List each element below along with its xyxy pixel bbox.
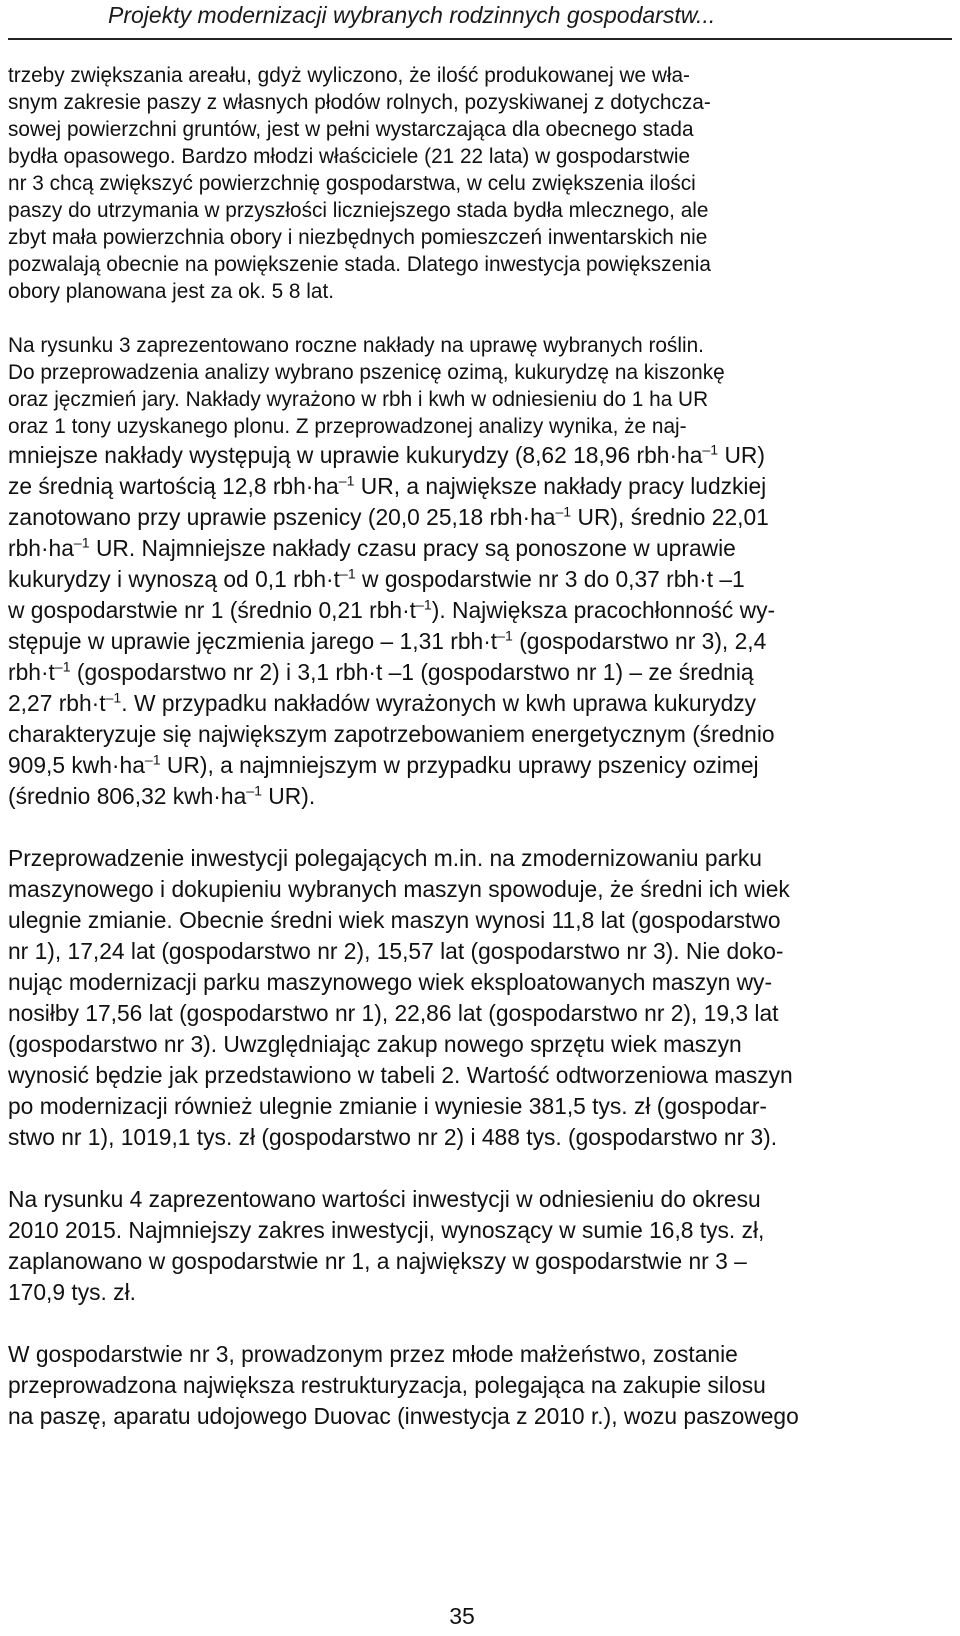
text-line: trzeby zwiększania areału, gdyż wyliczono, że ilość produkowanej we wła- (8, 64, 690, 87)
text-line: sowej powierzchni gruntów, jest w pełni wystarczająca dla obecnego stada (8, 118, 694, 141)
text-line: zanotowano przy uprawie pszenicy (20,0 25,18 $rbh\cdot ha^{-1}$ UR), średnio 22,01 (8, 503, 769, 530)
text-line: paszy do utrzymania w przyszłości liczniejszego stada bydła mlecznego, ale (8, 199, 709, 222)
text-line: pozwalają obecnie na powiększenie stada. Dlatego inwestycja powiększenia (8, 253, 711, 276)
text-line: mniejsze nakłady występują w uprawie kukurydzy (8,62 18,96 $rbh\cdot ha^{-1}$ UR) (8, 441, 765, 468)
running-title: Projekty modernizacji wybranych rodzinnych gospodarstw... (108, 2, 716, 28)
text-line: ulegnie zmianie. Obecnie średni wiek maszyn wynosi 11,8 lat (gospodarstwo (8, 907, 781, 933)
text-line: na paszę, aparatu udojowego Duovac (inwestycja z 2010 r.), wozu paszowego (8, 1403, 799, 1429)
text-line: 909,5 $kwh\cdot ha^{-1}$ UR), a najmniejszym w przypadku uprawy pszenicy ozimej (8, 751, 759, 778)
text-line: $rbh\cdot t^{-1}$ (gospodarstwo nr 2) i 3,1 rbh·t –1 (gospodarstwo nr 1) – ze średnią (8, 658, 754, 685)
text-line: $rbh\cdot ha^{-1}$ UR. Najmniejsze nakłady czasu pracy są ponoszone w uprawie (8, 534, 736, 561)
paragraph-3 (8, 843, 916, 1153)
text-line: nosiłby 17,56 lat (gospodarstwo nr 1), 22,86 lat (gospodarstwo nr 2), 19,3 lat (8, 1000, 779, 1026)
text-line: nr 3 chcą zwiększyć powierzchnię gospodarstwa, w celu zwiększenia ilości (8, 172, 696, 195)
text-line: zbyt mała powierzchnia obory i niezbędnych pomieszczeń inwentarskich nie (8, 226, 708, 249)
paragraph-2-results (8, 440, 916, 812)
text-line: Do przeprowadzenia analizy wybrano pszenicę ozimą, kukurydzę na kiszonkę (8, 361, 725, 384)
text-line: Na rysunku 4 zaprezentowano wartości inwestycji w odniesieniu do okresu (8, 1186, 761, 1212)
text-line: zaplanowano w gospodarstwie nr 1, a największy w gospodarstwie nr 3 – (8, 1248, 747, 1274)
paragraph-2-intro (8, 332, 916, 440)
text-line: charakteryzuje się największym zapotrzebowaniem energetycznym (średnio (8, 721, 775, 747)
text-line: nując modernizacji parku maszynowego wiek eksploatowanych maszyn wy- (8, 969, 773, 995)
text-line: W gospodarstwie nr 3, prowadzonym przez młode małżeństwo, zostanie (8, 1341, 738, 1367)
text-line: stępuje w uprawie jęczmienia jarego – 1,31 $rbh\cdot t^{-1}$ (gospodarstwo nr 3), 2,4 (8, 627, 767, 654)
text-line: obory planowana jest za ok. 5 8 lat. (8, 280, 335, 303)
text-line: 2,27 $rbh\cdot t^{-1}$. W przypadku nakładów wyrażonych w kwh uprawa kukurydzy (8, 689, 757, 716)
text-line: maszynowego i dokupieniu wybranych maszyn spowoduje, że średni ich wiek (8, 876, 790, 902)
page-number: 35 (449, 1603, 475, 1629)
running-header (8, 0, 952, 40)
paragraph-5 (8, 1339, 916, 1432)
page-body (8, 62, 916, 1432)
text-line: kukurydzy i wynoszą od 0,1 $rbh\cdot t^{-1}$ w gospodarstwie nr 3 do 0,37 rbh·t –1 (8, 565, 745, 592)
paragraph-1 (8, 62, 916, 305)
text-line: (gospodarstwo nr 3). Uwzględniając zakup nowego sprzętu wiek maszyn (8, 1031, 742, 1057)
text-line: ze średnią wartością 12,8 $rbh\cdot ha^{-1}$ UR, a największe nakłady pracy ludzkiej (8, 472, 767, 499)
text-line: nr 1), 17,24 lat (gospodarstwo nr 2), 15,57 lat (gospodarstwo nr 3). Nie doko- (8, 938, 784, 964)
text-line: Przeprowadzenie inwestycji polegających m.in. na zmodernizowaniu parku (8, 845, 762, 871)
text-line: stwo nr 1), 1019,1 tys. zł (gospodarstwo nr 2) i 488 tys. (gospodarstwo nr 3). (8, 1124, 778, 1150)
paragraph-4 (8, 1184, 916, 1308)
text-line: oraz 1 tony uzyskanego plonu. Z przeprowadzonej analizy wynika, że naj- (8, 415, 687, 438)
text-line: (średnio 806,32 $kwh\cdot ha^{-1}$ UR). (8, 782, 316, 809)
text-line: Na rysunku 3 zaprezentowano roczne nakłady na uprawę wybranych roślin. (8, 334, 704, 357)
text-line: snym zakresie paszy z własnych płodów rolnych, pozyskiwanej z dotychcza- (8, 91, 711, 114)
text-line: wynosić będzie jak przedstawiono w tabeli 2. Wartość odtworzeniowa maszyn (8, 1062, 793, 1088)
text-line: bydła opasowego. Bardzo młodzi właściciele (21 22 lata) w gospodarstwie (8, 145, 691, 168)
text-line: oraz jęczmień jary. Nakłady wyrażono w rbh i kwh w odniesieniu do 1 ha UR (8, 388, 709, 411)
text-line: 2010 2015. Najmniejszy zakres inwestycji, wynoszący w sumie 16,8 tys. zł, (8, 1217, 765, 1243)
text-line: 170,9 tys. zł. (8, 1279, 136, 1305)
text-line: w gospodarstwie nr 1 (średnio 0,21 $rbh\cdot t^{-1}$). Największa pracochłonność wy- (8, 596, 776, 623)
text-line: przeprowadzona największa restrukturyzacja, polegająca na zakupie silosu (8, 1372, 766, 1398)
text-line: po modernizacji również ulegnie zmianie i wyniesie 381,5 tys. zł (gospodar- (8, 1093, 767, 1119)
